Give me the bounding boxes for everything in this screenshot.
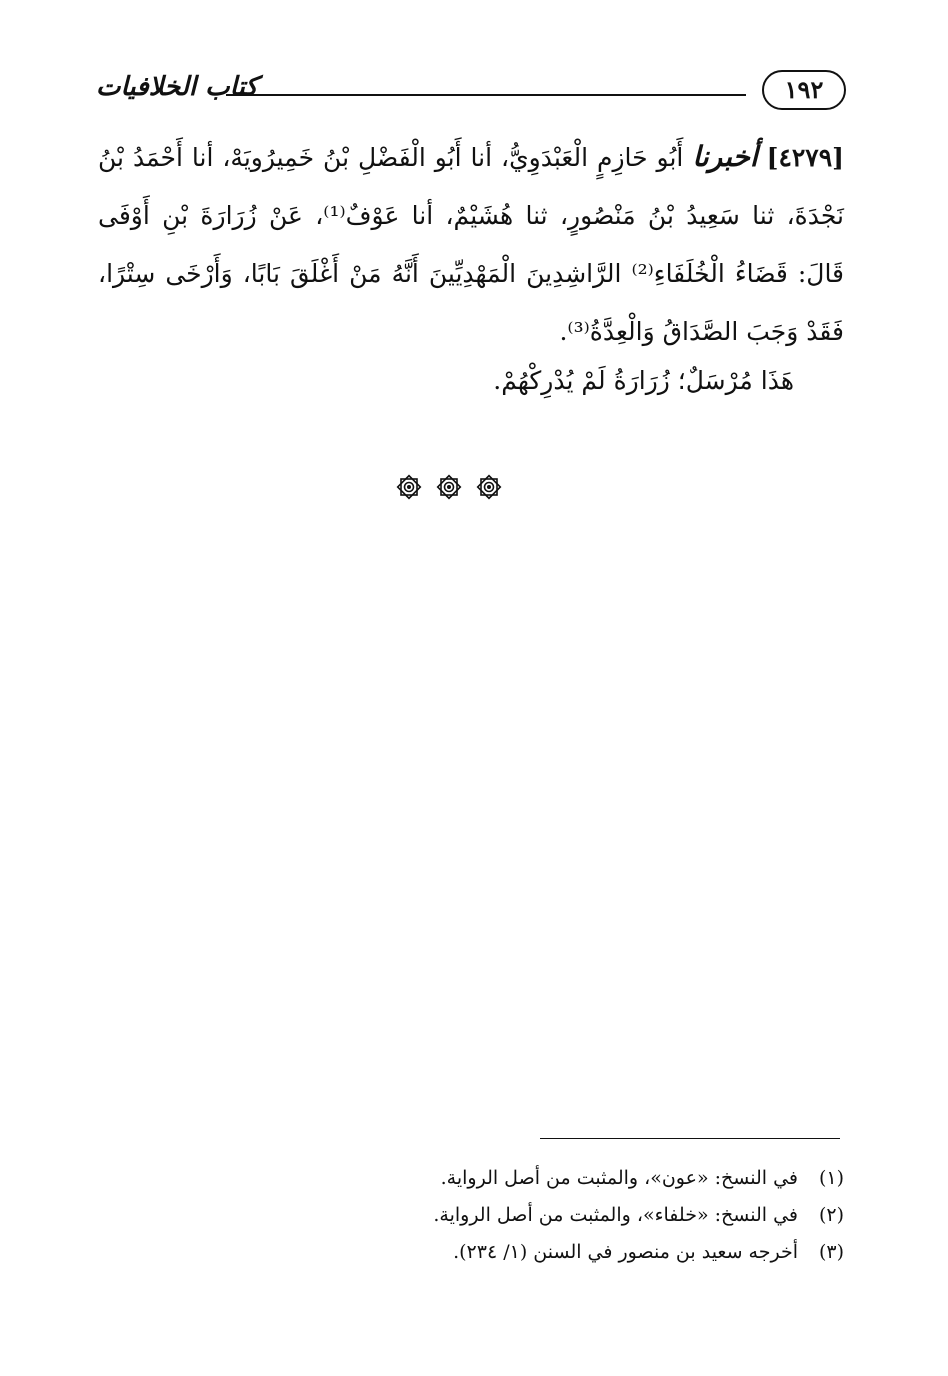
- footnote-text: في النسخ: «عون»، والمثبت من أصل الرواية.: [440, 1167, 798, 1189]
- footnote-marker: (٢): [818, 1204, 844, 1226]
- footnotes: [300, 1160, 844, 1271]
- hadith-comment: [98, 352, 844, 410]
- footnote-marker: (٣): [818, 1241, 844, 1263]
- hadith-paragraph: [98, 128, 844, 361]
- hadith-lead-word: أخبرنا: [692, 140, 758, 173]
- ornament-flower-icon: [474, 472, 504, 502]
- footnote-item: [300, 1160, 844, 1197]
- ornament-flower-icon: [434, 472, 464, 502]
- footnote-text: في النسخ: «خلفاء»، والمثبت من أصل الرواية.: [433, 1204, 798, 1226]
- footnote-text: أخرجه سعيد بن منصور في السنن (١/ ٢٣٤).: [453, 1241, 798, 1263]
- footnote-item: [300, 1197, 844, 1234]
- footnote-item: [300, 1234, 844, 1271]
- hadith-number: [٤٢٧٩]: [766, 143, 845, 172]
- ornament-flower-icon: [394, 472, 424, 502]
- section-ornaments: [394, 470, 504, 504]
- book-title: كتاب الخلافيات: [96, 72, 258, 102]
- page-header: [96, 70, 846, 120]
- hadith-text: أَبُو حَازِمٍ الْعَبْدَوِيُّ، أنا أَبُو الْفَضْلِ بْنُ خَمِيرُويَهْ، أنا أَحْمَدُ بْنُ نَجْدَةَ، ثنا سَعِيدُ بْنُ مَنْصُورٍ، ثنا هُشَيْمٌ، أنا عَوْفٌ⁽¹⁾، عَنْ زُرَارَةَ بْنِ أَوْفَى قَالَ: قَضَاءُ الْخُلَفَاءِ⁽²⁾ الرَّاشِدِينَ الْمَهْدِيِّينَ أَنَّهُ مَنْ أَغْلَقَ بَابًا، وَأَرْخَى سِتْرًا، فَقَدْ وَجَبَ الصَّدَاقُ وَالْعِدَّةُ⁽³⁾.: [98, 143, 845, 346]
- footnote-marker: (١): [818, 1167, 844, 1189]
- header-rule: [226, 94, 746, 96]
- page-number: ١٩٢: [762, 70, 846, 110]
- hadith-comment-text: هَذَا مُرْسَلٌ؛ زُرَارَةُ لَمْ يُدْرِكْهُمْ.: [493, 366, 794, 395]
- footnote-separator: [540, 1138, 840, 1139]
